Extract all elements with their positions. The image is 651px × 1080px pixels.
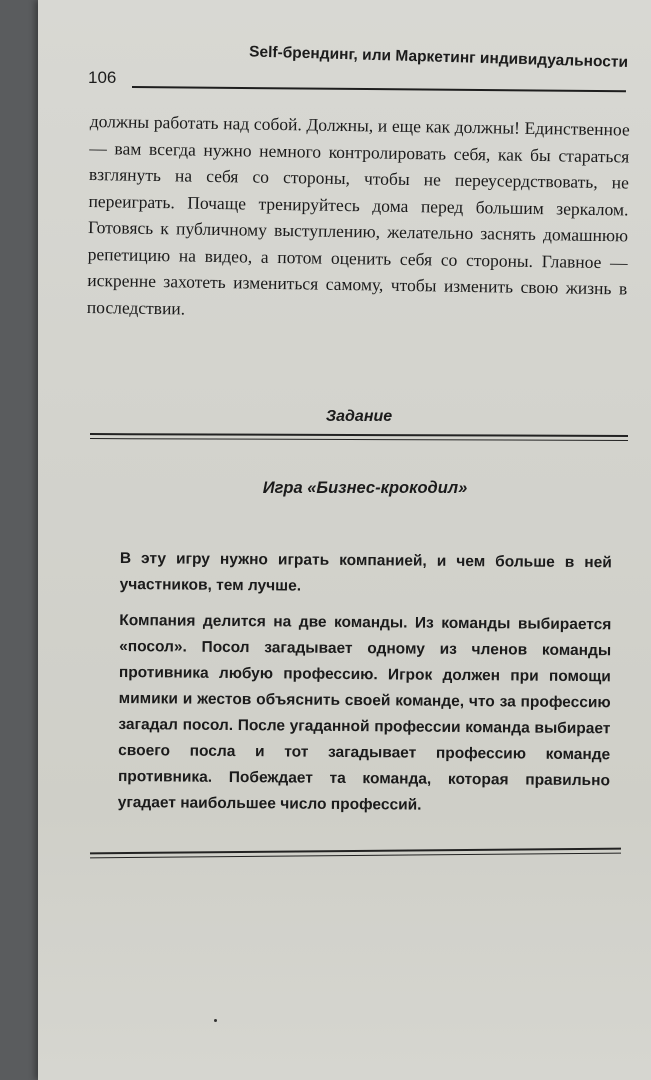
page-number: 106 — [88, 68, 117, 87]
task-paragraph-1: В эту игру нужно играть компанией, и чем больше в ней участников, тем лучше. — [119, 549, 612, 595]
running-title: Self-брендинг, или Маркетинг индивидуальности — [248, 43, 629, 71]
task-text — [118, 546, 612, 830]
task-title: Игра «Бизнес-крокодил» — [262, 479, 468, 497]
print-speck — [214, 1019, 217, 1022]
section-title: Задание — [325, 408, 393, 425]
body-paragraph: должны работать над собой. Должны, и еще как должны! Единственное — вам всегда нужно немного контролировать себя, как бы стараться взглянуть на себя со стороны, чтобы не переусердствовать, не переиграть. Почаще тренируйтесь дома перед большим зеркалом. Готовясь к публичному выступлению, желательно заснять домашнюю репетицию на видео, а потом оценить себя со стороны. Главное — искренне захотеть измениться самому, чтобы изменить свою жизнь в последствии. — [86, 110, 630, 319]
page-header — [88, 43, 629, 88]
task-paragraph-2: Компания делится на две команды. Из команды выбирается «посол». Посол загадывает одному из членов команды противника любую профессию. Игрок должен при помощи мимики и жестов объяснить своей команде, что за профессию загадал посол. После угаданной профессии команда выбирает своего посла и тот загадывает профессию команде противника. Побеждает та команда, которая правильно угадает наибольшее число профессий. — [117, 611, 612, 814]
